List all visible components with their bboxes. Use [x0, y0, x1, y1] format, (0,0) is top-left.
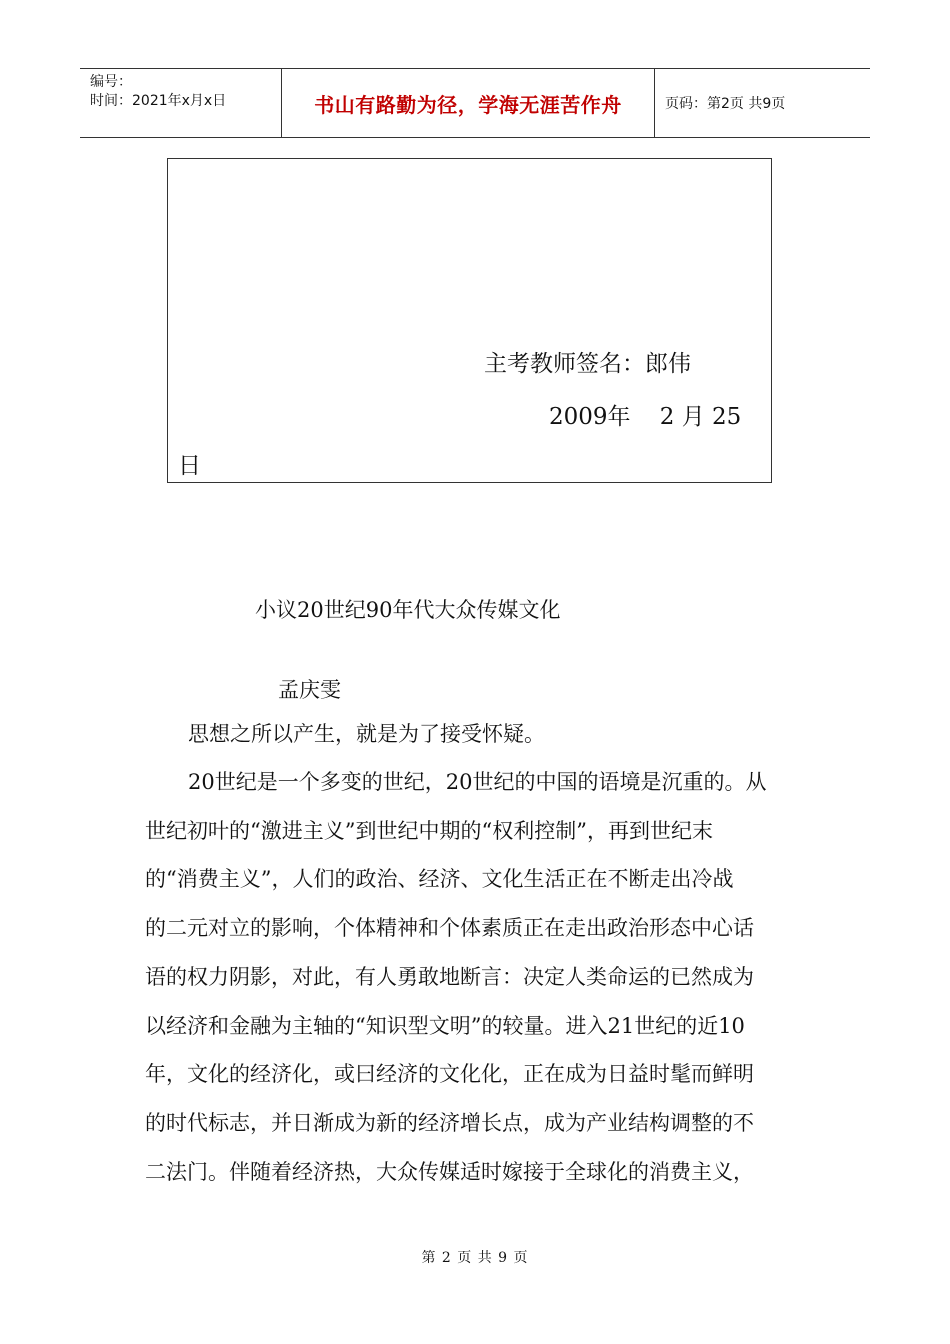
- article-title: 小议20世纪90年代大众传媒文化: [255, 598, 561, 622]
- body-paragraph: [145, 758, 766, 1196]
- article-author: 孟庆雯: [278, 678, 341, 702]
- header-meta: [90, 73, 226, 111]
- number-label: 编号：: [90, 74, 132, 90]
- paragraph-line: 二法门。伴随着经济热，大众传媒适时嫁接于全球化的消费主义，: [145, 1159, 754, 1184]
- paragraph-line: 的“消费主义”，人们的政治、经济、文化生活正在不断走出冷战: [145, 867, 734, 892]
- motto: 书山有路勤为径，学海无涯苦作舟: [281, 69, 655, 137]
- time-label: 时间：2021年x月x日: [90, 93, 227, 109]
- paragraph-line: 的二元对立的影响，个体精神和个体素质正在走出政治形态中心话: [145, 916, 754, 941]
- exam-date-day: 日: [178, 453, 201, 479]
- paragraph-line: 以经济和金融为主轴的“知识型文明”的较量。进入21世纪的近10: [145, 1013, 745, 1038]
- epigraph: [145, 710, 545, 759]
- page-header: [80, 68, 870, 138]
- header-page-info: 页码：第2页 共9页: [665, 96, 786, 112]
- exam-signature-box: [167, 158, 772, 483]
- paragraph-line: 的时代标志，并日渐成为新的经济增长点，成为产业结构调整的不: [145, 1110, 754, 1135]
- paragraph-line: 年，文化的经济化，或曰经济的文化化，正在成为日益时髦而鲜明: [145, 1062, 754, 1087]
- paragraph-line: 语的权力阴影，对此，有人勇敢地断言：决定人类命运的已然成为: [145, 964, 754, 989]
- paragraph-line: 世纪初叶的“激进主义”到世纪中期的“权利控制”，再到世纪末: [145, 818, 713, 843]
- page-footer: 第 2 页 共 9 页: [421, 1250, 529, 1266]
- exam-date: 2009年 2 月 25: [549, 404, 742, 430]
- examiner-signature: 主考教师签名：郎伟: [484, 351, 691, 377]
- epigraph-text: 思想之所以产生，就是为了接受怀疑。: [188, 722, 545, 746]
- paragraph-line: 20世纪是一个多变的世纪，20世纪的中国的语境是沉重的。从: [188, 770, 767, 794]
